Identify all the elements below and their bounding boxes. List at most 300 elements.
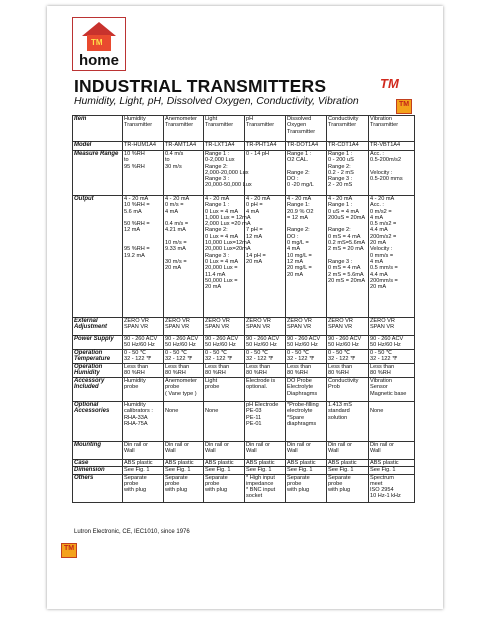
cell-line: Vibration [370,378,392,384]
table-cell [286,364,327,378]
cell-line: 80 %RH [370,370,391,377]
brand-logo [380,76,399,91]
cell-line: electrolyte [287,408,313,415]
cell-line: *Probe-filling [287,402,319,408]
cell-line: Wall [246,448,257,455]
cell-line: 7 pH = [246,227,263,234]
cell-line: 0.4 m/s = [165,221,189,228]
table-cell [245,196,286,318]
cell-line: 32 - 122 ℉ [328,356,356,363]
cell-line: Range 1 : [205,202,230,209]
cell-line: Electrolyte [287,384,314,391]
cell-line: Transmitter [124,122,153,129]
cell-line: TR-AMT1A4 [165,142,197,148]
home-logo[interactable] [72,17,126,71]
cell-line: 50 Hz/60 Hz [287,342,318,349]
table-cell [286,318,327,336]
cell-line: calibrators : [124,408,153,415]
cell-line: 4 mA [370,258,384,265]
table-cell [245,350,286,364]
cell-line: 0 - 200 uS [328,157,354,164]
cell-line: Light [205,116,218,122]
cell-line: 0.5-200 mms [370,176,403,183]
cell-line: 0.2 - 2 mS [328,169,354,176]
table-cell [327,151,369,196]
cell-line: Velocity : [370,246,393,253]
table-cell [286,142,327,151]
cell-line: 32 - 122 ℉ [165,356,193,363]
cell-line: 20 mA [370,284,387,291]
table-cell [327,318,369,336]
cell-line: 0 m/s2 = [370,208,392,215]
cell-line: PE-03 [246,408,262,415]
cell-line: 0 mS = 4 mA [328,265,361,272]
cell-line: 4 mA [165,208,179,215]
table-cell [327,442,369,460]
table-cell [369,350,415,364]
cell-line: with plug [165,487,188,494]
cell-line: 32 - 122 ℉ [205,356,233,363]
cell-line: 20,000 Lux = [205,265,238,272]
table-cell [327,460,369,467]
cell-line: 0 m/s = [165,202,184,209]
cell-line: 0-2,000 Lux [205,157,235,164]
cell-line: ZERO VR [328,318,353,324]
cell-line: 4 mA [287,246,301,253]
cell-line: 19.2 mA [124,252,145,259]
cell-line: Conductivity [328,378,359,384]
table-cell [204,151,252,196]
spec-table [72,115,415,503]
cell-line: Range 2: [328,227,351,234]
cell-line: 50 %RH = [124,221,150,228]
brand-badge-icon: TM [396,99,412,114]
cell-line: SPAN VR [246,324,271,331]
cell-line: 0.5 m/s2 = [370,221,397,228]
cell-line: 12 mA [246,233,263,240]
table-cell [286,378,327,402]
table-row [73,350,415,364]
cell-line: with plug [205,487,228,494]
table-row [73,116,415,142]
table-cell [369,116,415,142]
table-cell [164,318,204,336]
cell-line: Range 1 : [328,151,353,157]
cell-line: 20 mA [246,258,263,265]
cell-line: 50 Hz/60 Hz [205,342,236,349]
cell-line: 20,000-50,000 Lux [205,182,252,189]
cell-line: pH [246,116,254,122]
cell-line: 4 - 20 mA [328,196,353,202]
row-header: Model [73,142,123,151]
cell-line: Din rail or [370,442,394,448]
cell-line: SPAN VR [124,324,149,331]
cell-line: Separate [328,474,351,481]
cell-line: Range 2: [205,163,228,170]
cell-line: 4 - 20 mA [370,196,395,202]
cell-line: None [370,408,384,415]
table-cell [204,460,245,467]
footer-note: Lutron Electronic, CE, IEC1010, since 1976 [74,529,190,535]
table-row [73,378,415,402]
cell-line: ( Vane type ) [165,390,197,397]
cell-line: 0 - 50 ℃ [246,350,269,356]
cell-line: 200m/s2 = [370,233,397,240]
cell-line: Less than [165,364,190,370]
cell-line: Vibration [370,116,392,122]
cell-line: 50,000 Lux = [205,277,238,284]
cell-line: Din rail or [165,442,189,448]
cell-line: 90 - 260 ACV [287,336,321,342]
table-cell [327,364,369,378]
table-cell [286,196,327,318]
table-row [73,364,415,378]
cell-line: None [205,408,219,415]
cell-line: Less than [370,364,395,370]
logo-word: home [78,52,119,69]
house-roof-icon [82,22,116,36]
table-row [73,442,415,460]
cell-line: 200mm/s = [370,277,398,284]
cell-line: 4.21 mA [165,227,186,234]
cell-line: Acc. : [370,151,384,157]
table-cell [286,402,327,442]
table-cell [123,474,164,502]
table-row [73,474,415,502]
cell-line: Humidity [124,378,146,384]
cell-line: 90 - 260 ACV [246,336,280,342]
cell-line: Wall [328,448,339,455]
cell-line: Wall [370,448,381,455]
table-cell [369,364,415,378]
table-cell [286,116,327,142]
table-cell [369,151,415,196]
table-cell [327,467,369,474]
cell-line: SPAN VR [328,324,353,331]
table-cell [286,336,327,350]
cell-line: 0 - 50 ℃ [165,350,188,356]
cell-line: O2 CAL. [287,157,309,164]
cell-line: 20 mA [287,271,304,278]
table-cell [327,142,369,151]
table-cell [369,378,415,402]
cell-line: Range 3 : [205,252,230,259]
table-cell [369,402,415,442]
cell-line: 12 mA [124,227,141,234]
cell-line: Din rail or [205,442,229,448]
table-row [73,142,415,151]
table-cell [164,442,204,460]
cell-line: Separate [124,474,147,481]
row-header: Case [73,460,123,467]
cell-line: See Fig. 1 [124,467,150,474]
cell-line: 10 %RH [124,151,145,157]
cell-line: Range 1: [287,202,310,209]
cell-line: Wall [287,448,298,455]
cell-line: 14 pH = [246,252,266,259]
cell-line: 4.4 mA [370,271,388,278]
table-row [73,196,415,318]
cell-line: 11.4 mA [205,271,226,278]
cell-line: TR-VBT1A4 [370,142,401,148]
cell-line: 4 - 20 mA [287,196,312,202]
table-cell [369,142,415,151]
cell-line: TR-DOT1A4 [287,142,319,148]
cell-line: Separate [287,474,310,481]
cell-line: with plug [124,487,147,494]
table-cell [204,474,245,502]
cell-line: PE-11 [246,414,262,421]
cell-line: 10 %RH = [124,202,150,209]
table-row [73,402,415,442]
cell-line: 0 - 50 ℃ [370,350,393,356]
cell-line: RHA-75A [124,420,148,427]
cell-line: Range 2: [287,169,310,176]
table-cell [327,402,369,442]
table-row [73,151,415,196]
cell-line: 20 mA [165,265,182,272]
cell-line: Transmitter [370,122,399,129]
table-cell [327,378,369,402]
cell-line: 80 %RH [328,370,349,377]
cell-line: 0 Lux = 4 mA [205,208,239,215]
table-cell [164,151,204,196]
table-cell [164,116,204,142]
table-cell [204,318,245,336]
table-cell [369,336,415,350]
cell-line: 20 mA [205,284,222,291]
table-cell [327,116,369,142]
cell-line: Spectrum [370,474,394,481]
cell-line: ISO 2954 [370,487,394,494]
cell-line: 90 - 260 ACV [205,336,239,342]
row-header: External Adjustment [73,318,123,336]
cell-line: 20 mg/L = [287,265,312,272]
cell-line: 32 - 122 ℉ [124,356,152,363]
table-cell [204,467,245,474]
cell-line: = 12 mA [287,214,308,221]
cell-line: 10 m/s = [165,240,187,247]
cell-line: ABS plastic [205,460,234,466]
cell-line: 0 uS = 4 mA [328,208,359,215]
table-cell [164,196,204,318]
cell-line: Less than [246,364,271,370]
cell-line: ZERO VR [205,318,230,324]
cell-line: with plug [328,487,351,494]
table-cell [204,378,245,402]
table-cell [327,474,369,502]
cell-line: TR-CDT1A4 [328,142,359,148]
cell-line: 50 Hz/60 Hz [165,342,196,349]
cell-line: solution [328,414,348,421]
cell-line: ZERO VR [124,318,149,324]
row-header: Output [73,196,123,318]
cell-line: TR-PHT1A4 [246,142,277,148]
cell-line: with plug [287,487,310,494]
table-cell [286,474,327,502]
cell-line: 0.5 mm/s = [370,265,398,272]
table-cell [369,467,415,474]
cell-line: Anemometer [165,116,198,122]
row-header: Mounting [73,442,123,460]
cell-line: Din rail or [287,442,311,448]
cell-line: probe [124,384,139,391]
table-cell [245,474,286,502]
cell-line: DO : [287,233,299,240]
cell-line: Less than [287,364,312,370]
cell-line: Wall [124,448,135,455]
cell-line: Humidity [124,402,146,408]
cell-line: 10 mg/L = [287,252,312,259]
cell-line: Separate [165,474,188,481]
cell-line: probe [205,480,220,487]
cell-line: 50 Hz/60 Hz [370,342,401,349]
cell-line: Range 2: [205,227,228,234]
cell-line: 0 pH = [246,202,263,209]
cell-line: Din rail or [328,442,352,448]
cell-line: 2 mS = 20 mA [328,246,364,253]
table-cell [164,364,204,378]
cell-line: 12 mA [287,258,304,265]
cell-line: ZERO VR [165,318,190,324]
table-cell [327,350,369,364]
table-cell [245,151,286,196]
table-cell [123,142,164,151]
cell-line: Range 1 : [328,202,353,209]
table-cell [369,460,415,467]
table-cell [123,350,164,364]
cell-line: Range 3 : [328,176,353,183]
cell-line: DO Probe [287,378,312,384]
cell-line: meet [370,480,383,487]
cell-line: standard [328,408,350,415]
cell-line: TR-HUM1A4 [124,142,157,148]
cell-line: Transmitter [287,128,316,135]
cell-line: Anemometer [165,378,198,384]
cell-line: 80 %RH [246,370,267,377]
cell-line: Transmitter [246,122,275,129]
cell-line: Range 1 : [205,151,230,157]
cell-line: probe [124,480,139,487]
cell-line: 90 - 260 ACV [328,336,362,342]
cell-line: Less than [124,364,149,370]
row-header: Operation Humidity [73,364,123,378]
cell-line: Din rail or [124,442,148,448]
cell-line: 200uS = 20mA [328,214,366,221]
cell-line: 0.2 mS=5.6mA [328,240,366,247]
cell-line: Less than [205,364,230,370]
table-cell [123,336,164,350]
cell-line: 50 Hz/60 Hz [328,342,359,349]
cell-line: 30 m/s = [165,258,187,265]
table-cell [123,151,164,196]
cell-line: 90 - 260 ACV [124,336,158,342]
table-cell [164,474,204,502]
cell-line: See Fig. 1 [287,467,313,474]
table-cell [164,467,204,474]
cell-line: 10 Hz-1 kHz [370,493,401,500]
cell-line: 80 %RH [124,370,145,377]
cell-line: Oxygen [287,122,307,129]
brand-mark: TM [380,76,399,91]
cell-line: 1.413 mS [328,402,352,408]
cell-line: SPAN VR [370,324,395,331]
cell-line: 50 Hz/60 Hz [124,342,155,349]
table-cell [245,442,286,460]
cell-line: 20,000 Lux=20mA [205,246,251,253]
house-label: TM [91,38,103,47]
cell-line: 2 mS = 5.6mA [328,271,364,278]
cell-line: 0 mm/s = [370,252,394,259]
table-cell [204,364,245,378]
cell-line: 4 - 20 mA [124,196,149,202]
cell-line: 0 -20 mg/L [287,182,314,189]
cell-line: Velocity : [370,169,393,176]
cell-line: Light [205,378,218,384]
table-cell [204,336,245,350]
table-cell [286,460,327,467]
cell-line: 32 - 122 ℉ [370,356,398,363]
cell-line: 2,000 Lux =20 mA [205,221,251,228]
row-header: Dimension [73,467,123,474]
row-header: Accessory Included [73,378,123,402]
cell-line: See Fig. 1 [246,467,272,474]
table-cell [369,474,415,502]
table-cell [245,116,286,142]
cell-line: Acc. : [370,202,384,209]
table-cell [204,442,245,460]
table-cell [123,378,164,402]
cell-line: 2 - 20 mS [328,182,353,189]
house-icon [87,35,111,51]
cell-line: See Fig. 1 [165,467,191,474]
cell-line: Range 3 : [328,258,353,265]
cell-line: ABS plastic [124,460,153,466]
cell-line: DO : [287,176,299,183]
footer-badge-icon: TM [61,543,77,558]
cell-line: SPAN VR [165,324,190,331]
cell-line: 30 m/s [165,163,182,170]
cell-line: 32 - 122 ℉ [287,356,315,363]
table-cell [164,350,204,364]
cell-line: See Fig. 1 [370,467,396,474]
cell-line: 20 mS = 20mA [328,277,366,284]
page-subtitle: Humidity, Light, pH, Dissolved Oxygen, Conductivity, Vibration [74,96,359,107]
table-cell [123,442,164,460]
row-header: Others [73,474,123,502]
table-cell [286,467,327,474]
table-cell [327,336,369,350]
table-cell [123,402,164,442]
cell-line: 0 - 14 pH [246,151,270,157]
cell-line: Separate [205,474,228,481]
table-cell [123,364,164,378]
cell-line: 2,000-20,000 Lux [205,169,249,176]
cell-line: probe [205,384,220,391]
table-cell [369,196,415,318]
cell-line: See Fig. 1 [205,467,231,474]
cell-line: *Spare [287,414,305,421]
table-row [73,336,415,350]
cell-line: 20.9 % O2 [287,208,314,215]
cell-line: Less than [328,364,353,370]
page-title: INDUSTRIAL TRANSMITTERS [74,76,327,96]
cell-line: 0 - 50 ℃ [287,350,310,356]
cell-line: ZERO VR [370,318,395,324]
table-cell [245,402,286,442]
cell-line: PE-01 [246,420,262,427]
table-cell [286,442,327,460]
